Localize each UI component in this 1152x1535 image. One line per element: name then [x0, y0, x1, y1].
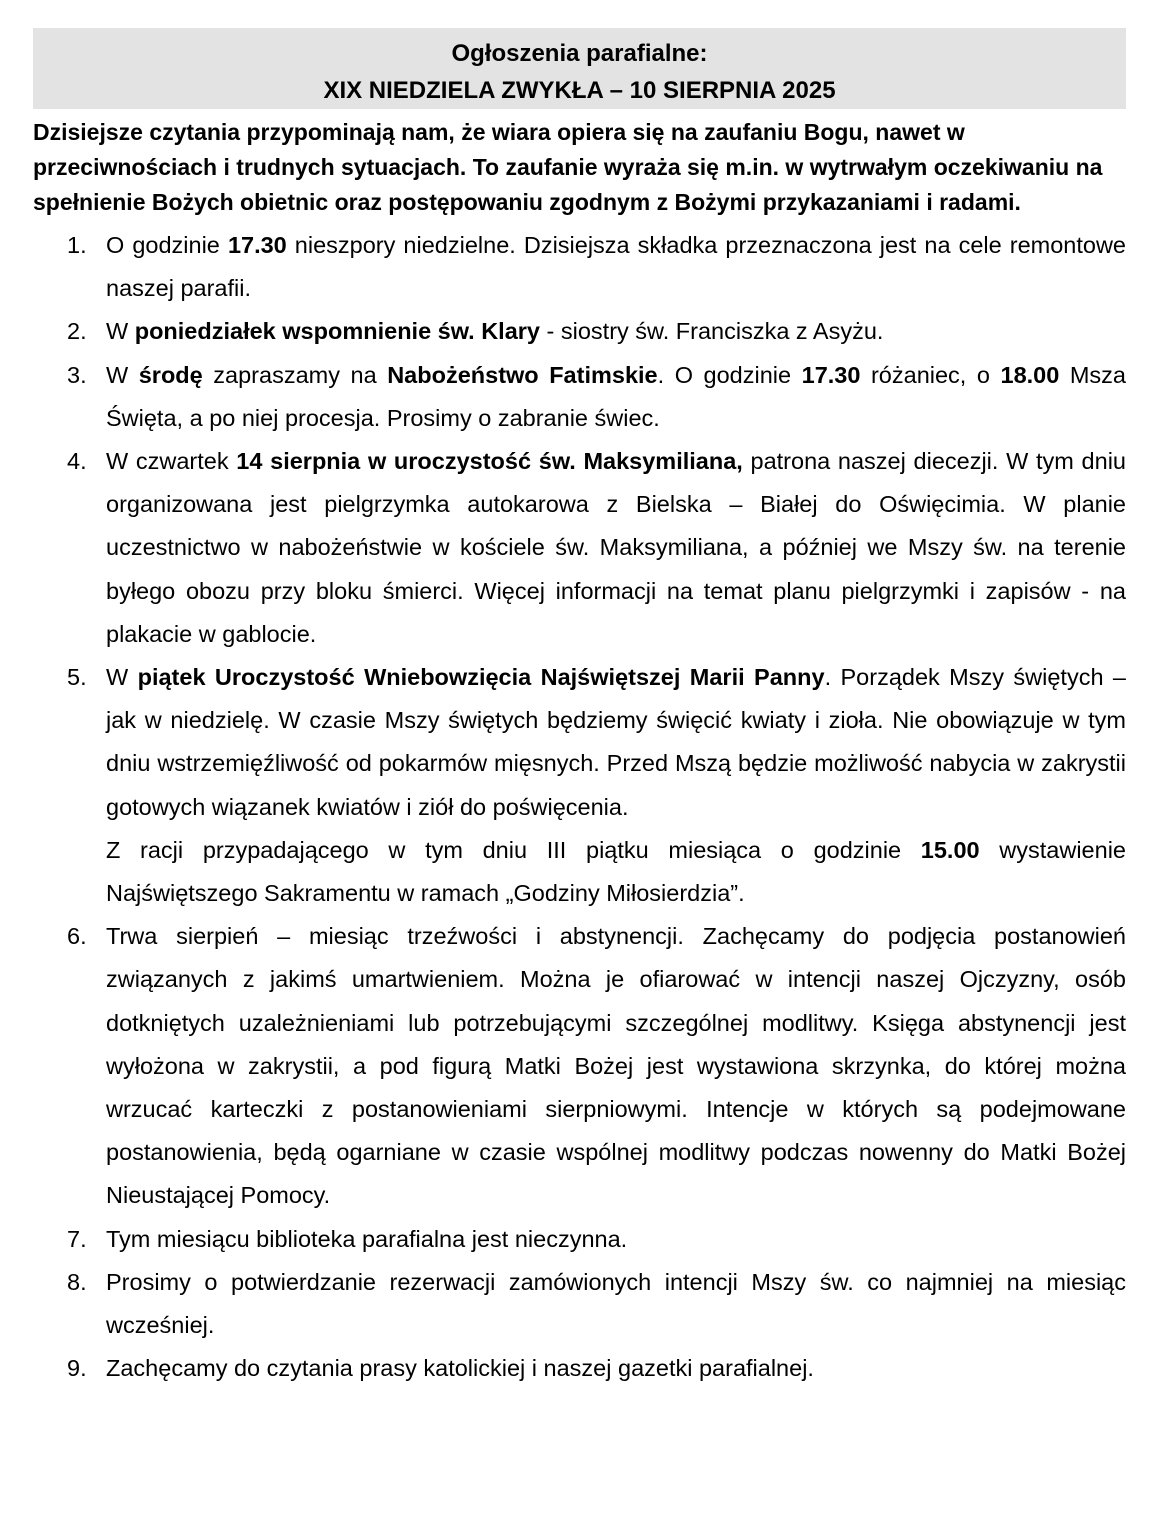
list-item-number: 4.	[67, 448, 87, 475]
intro-paragraph: Dzisiejsze czytania przypominają nam, że wiara opiera się na zaufaniu Bogu, nawet w przeciwnościach i trudnych sytuacjach. To zaufanie wyraża się m.in. w wytrwałym oczekiwaniu na spełnienie Bożych obietnic oraz postępowaniu zgodnym z Bożymi przykazaniami i radami.	[33, 119, 1103, 215]
announcement-list	[33, 224, 1126, 1390]
announcement-text-bold: poniedziałek wspomnienie św. Klary	[134, 318, 540, 345]
announcement-text-bold: piątek Uroczystość Wniebowzięcia Najświętszej Marii Panny	[137, 664, 825, 691]
announcement-text	[106, 310, 1126, 353]
announcement-text-segment: W czwartek	[106, 448, 237, 475]
announcement-text-segment: Tym miesiącu biblioteka parafialna jest nieczynna.	[106, 1225, 628, 1252]
announcement-text-segment: patrona naszej diecezji. W tym dniu organizowana jest pielgrzymka autokarowa z Bielska – Białej do Oświęcimia. W planie uczestnictwo w nabożeństwie w kościele św. Maksymiliana, a później we Mszy św. na terenie byłego obozu przy bloku śmierci. Więcej informacji na temat planu pielgrzymki i zapisów - na plakacie w gablocie.	[106, 448, 1126, 647]
list-item	[33, 224, 1126, 310]
announcement-text-segment: W	[106, 361, 139, 388]
announcement-text-segment: Z racji przypadającego w tym dniu III piątku miesiąca o godzinie	[106, 836, 921, 863]
announcement-text	[106, 1347, 1126, 1390]
announcement-text	[106, 1218, 1126, 1261]
list-item	[33, 656, 1126, 915]
announcement-text-bold: 17.30	[227, 232, 287, 258]
announcement-text-segment: Msza Święta, a po niej procesja. Prosimy o zabranie świec.	[106, 361, 1127, 431]
list-item-number: 9.	[67, 1355, 87, 1382]
announcement-text-segment: wystawienie Najświętszego Sakramentu w ramach „Godziny Miłosierdzia”.	[106, 836, 1126, 907]
announcement-text	[106, 440, 1126, 656]
announcement-text	[106, 354, 1126, 440]
announcement-text-segment: . Porządek Mszy świętych – jak w niedzielę. W czasie Mszy świętych będziemy święcić kwiaty i zioła. Nie obowiązuje w tym dniu wstrzemięźliwość od pokarmów mięsnych. Przed Mszą będzie możliwość nabycia w zakrystii gotowych wiązanek kwiatów i ziół do poświęcenia.	[106, 664, 1126, 820]
announcement-text-bold: 15.00	[920, 836, 980, 863]
announcement-text-segment: . O godzinie	[657, 361, 802, 388]
list-item-number: 7.	[67, 1225, 87, 1252]
announcement-text-bold: Nabożeństwo Fatimskie	[387, 361, 658, 388]
announcement-text-segment: Prosimy o potwierdzanie rezerwacji zamówionych intencji Mszy św. co najmniej na miesiąc wcześniej.	[106, 1268, 1126, 1339]
announcement-text-bold: środę	[138, 361, 203, 388]
list-item-number: 5.	[67, 664, 87, 691]
list-item-number: 8.	[67, 1268, 87, 1295]
list-item	[33, 1261, 1126, 1347]
list-item	[33, 440, 1126, 656]
announcement-text-segment: W	[106, 664, 138, 691]
list-item	[33, 1347, 1126, 1390]
list-item-number: 3.	[67, 361, 87, 388]
announcement-text-segment: zapraszamy na	[202, 361, 388, 388]
announcement-text-segment: Zachęcamy do czytania prasy katolickiej i naszej gazetki parafialnej.	[106, 1355, 814, 1382]
announcement-text-segment: O godzinie	[106, 232, 228, 258]
announcement-text	[106, 224, 1126, 310]
list-item-number: 6.	[67, 923, 87, 950]
announcement-text	[106, 829, 1126, 915]
announcement-text	[106, 1261, 1126, 1347]
page-subtitle: XIX NIEDZIELA ZWYKŁA – 10 SIERPNIA 2025	[323, 77, 836, 104]
announcement-text-segment: Trwa sierpień – miesiąc trzeźwości i abstynencji. Zachęcamy do podjęcia postanowień związanych z jakimś umartwieniem. Można je ofiarować w intencji naszej Ojczyzny, osób dotkniętych uzależnieniami lub potrzebującymi szczególnej modlitwy. Księga abstynencji jest wyłożona w zakrystii, a pod figurą Matki Bożej jest wystawiona skrzynka, do której można wrzucać karteczki z postanowieniami sierpniowymi. Intencje w których są podejmowane postanowienia, będą ogarniane w czasie wspólnej modlitwy podczas nowenny do Matki Bożej Nieustającej Pomocy.	[106, 923, 1126, 1209]
announcement-text-segment: różaniec, o	[860, 361, 1001, 388]
announcement-text-bold: 18.00	[1000, 361, 1060, 388]
list-item	[33, 1218, 1126, 1261]
list-item	[33, 310, 1126, 353]
list-item-number: 2.	[67, 318, 87, 345]
list-item	[33, 354, 1126, 440]
announcement-text-bold: 14 sierpnia w uroczystość św. Maksymiliana,	[236, 448, 743, 475]
list-item-number: 1.	[67, 232, 87, 258]
announcement-text	[106, 915, 1126, 1217]
announcement-text-bold: 17.30	[801, 361, 861, 388]
announcement-text-segment: - siostry św. Franciszka z Asyżu.	[540, 318, 884, 345]
announcement-text-segment: W	[106, 318, 135, 345]
page-title: Ogłoszenia parafialne:	[451, 40, 708, 67]
list-item	[33, 915, 1126, 1217]
announcement-text-segment: nieszpory niedzielne. Dzisiejsza składka przeznaczona jest na cele remontowe naszej parafii.	[106, 232, 1126, 302]
announcement-text	[106, 656, 1126, 829]
header-box	[33, 28, 1126, 109]
